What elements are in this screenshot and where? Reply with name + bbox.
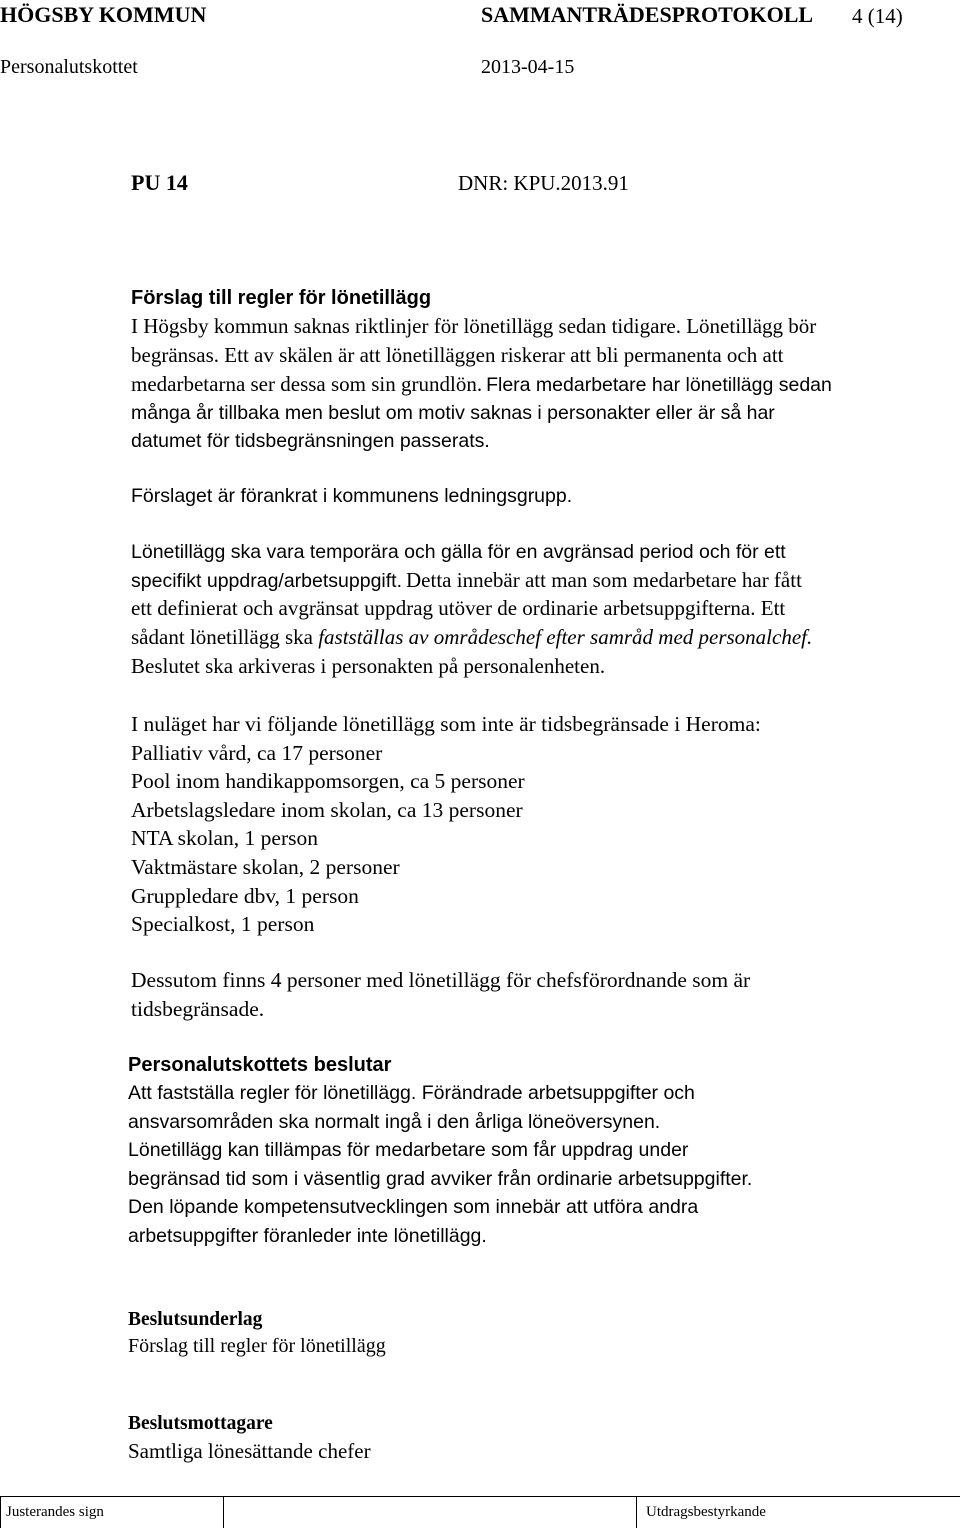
municipality-name: HÖGSBY KOMMUN (0, 2, 207, 27)
list-item: Gruppledare dbv, 1 person (131, 883, 359, 908)
proposal-line-1: I Högsby kommun saknas riktlinjer för lönetillägg sedan tidigare. Lönetillägg bör (131, 314, 817, 338)
italic-phrase: fastställas av områdeschef efter samråd med personalchef. (318, 625, 813, 649)
proposal-line-5: datumet för tidsbegränsningen passerats. (131, 430, 490, 452)
list-item: NTA skolan, 1 person (131, 826, 318, 851)
recipients-text: Samtliga lönesättande chefer (128, 1439, 371, 1463)
footer-signature-bar (0, 1496, 960, 1528)
basis-heading: Beslutsunderlag (128, 1309, 263, 1330)
proposal-line-4: många år tillbaka men beslut om motiv saknas i personakter eller är så har (131, 402, 775, 424)
decision-heading: Personalutskottets beslutar (128, 1054, 392, 1076)
list-item: Vaktmästare skolan, 2 personer (131, 854, 400, 879)
basis-text: Förslag till regler för lönetillägg (128, 1335, 386, 1357)
footer-divider (636, 1497, 637, 1528)
anchored-paragraph: Förslaget är förankrat i kommunens ledningsgrupp. (131, 485, 573, 507)
page-number: 4 (14) (852, 4, 903, 28)
footer-divider (0, 1497, 1, 1528)
meeting-date: 2013-04-15 (481, 56, 575, 78)
committee-name: Personalutskottet (0, 56, 138, 78)
current-supplements (131, 710, 921, 939)
extra-supplements: Dessutom finns 4 personer med lönetillägg för chefsförordnande som är tidsbegränsade. (131, 968, 751, 1021)
case-number: PU 14 (131, 170, 188, 195)
temporary-paragraph: Lönetillägg ska vara temporära och gälla för en avgränsad period och för ett specifikt uppdrag/arbetsuppgift. Detta innebär att man som medarbetare har fått ett definierat och avgränsat uppdrag utöver de ordinarie arbetsuppgifterna. Ett sådant lönetillägg ska fastställas av områdeschef efter samråd med personalchef. Beslutet ska arkiveras i personakten på personalenheten. (131, 541, 813, 678)
list-item: Palliativ vård, ca 17 personer (131, 740, 383, 765)
proposal-line-3: medarbetarna ser dessa som sin grundlön. Flera medarbetare har lönetillägg sedan (131, 372, 832, 396)
footer-divider (223, 1497, 224, 1528)
list-item: Arbetslagsledare inom skolan, ca 13 personer (131, 797, 523, 822)
basis-section (128, 1307, 918, 1359)
proposal-section (131, 284, 921, 455)
proposal-heading: Förslag till regler för lönetillägg (131, 287, 432, 309)
recipients-section (128, 1411, 918, 1465)
case-dnr: DNR: KPU.2013.91 (458, 171, 629, 195)
current-intro: I nuläget har vi följande lönetillägg som inte är tidsbegränsade i Heroma: (131, 712, 761, 736)
document-type: SAMMANTRÄDESPROTOKOLL (481, 2, 814, 27)
list-item: Pool inom handikappomsorgen, ca 5 personer (131, 769, 525, 794)
footer-utdrag: Utdragsbestyrkande (646, 1504, 766, 1520)
list-item: Specialkost, 1 person (131, 912, 315, 937)
decision-section: Personalutskottets beslutar Att fastställa regler för lönetillägg. Förändrade arbetsuppgifter och ansvarsområden ska normalt ingå i den årliga löneöversynen. Lönetillägg kan tillämpas för medarbetare som får uppdrag under begränsad tid som i väsentlig grad avviker från ordinarie arbetsuppgifter. Den löpande kompetensutvecklingen som innebär att utföra andra arbetsuppgifter föranleder inte lönetillägg. (128, 1052, 918, 1250)
footer-justering: Justerandes sign (6, 1504, 104, 1520)
proposal-line-2: begränsas. Ett av skälen är att lönetilläggen riskerar att bli permanenta och att (131, 343, 784, 367)
recipients-heading: Beslutsmottagare (128, 1413, 273, 1434)
